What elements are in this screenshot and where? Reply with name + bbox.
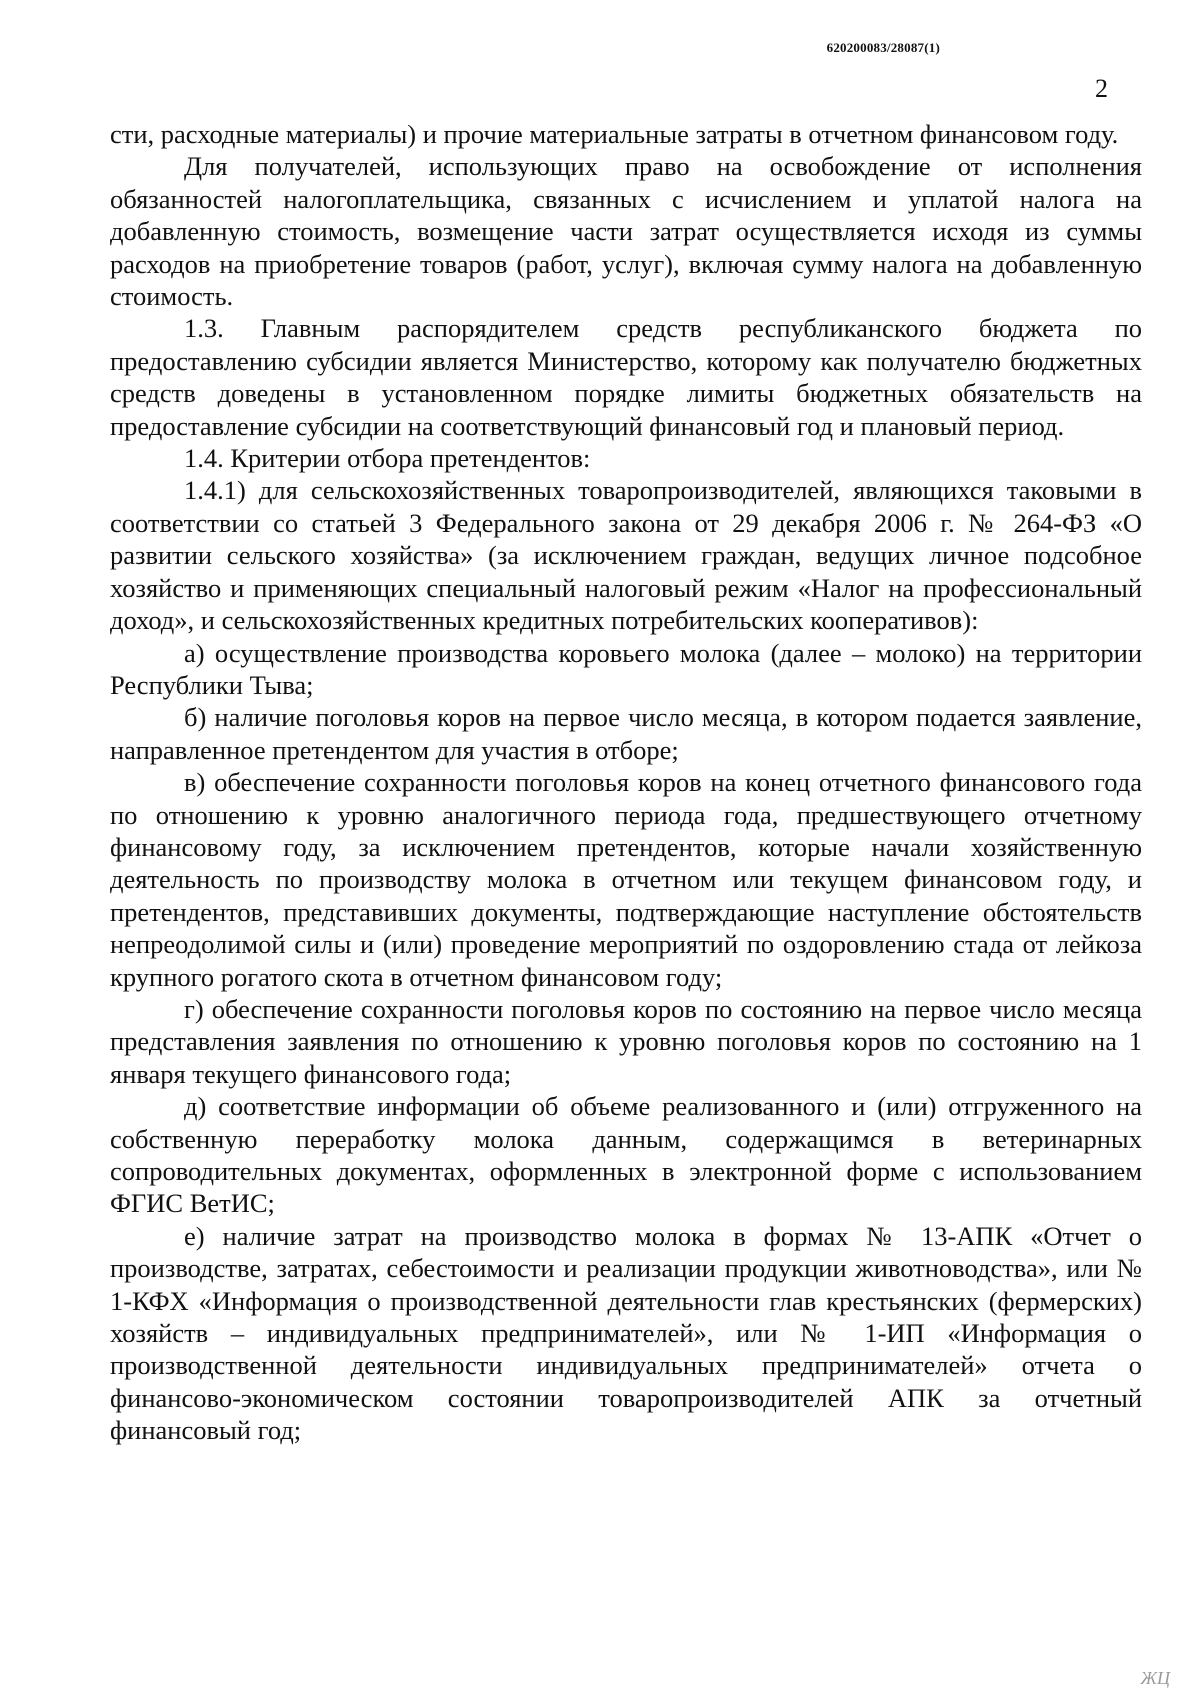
paragraph: в) обеспечение сохранности поголовья коров на конец отчетного финансового года по отношению к уровню аналогичного периода года, предшествующего отчетному финансовому году, за исключением претендентов, которые начали хозяйственную деятельность по производству молока в отчетном или текущем финансовом году, и претендентов, представивших документы, подтверждающие наступление обстоятельств непреодолимой силы и (или) проведение мероприятий по оздоровлению стада от лейкоза крупного рогатого скота в отчетном финансовом году;: [110, 767, 1142, 992]
paragraph: сти, расходные материалы) и прочие материальные затраты в отчетном финансовом году.: [110, 119, 1119, 149]
corner-handwritten-mark: ЖЦ: [1140, 1668, 1170, 1688]
document-id: 620200083/28087(1): [826, 40, 940, 55]
paragraph: е) наличие затрат на производство молока в формах № 13-АПК «Отчет о производстве, затратах, себестоимости и реализации продукции животноводства», или № 1-КФХ «Информация о производственной деятельности глав крестьянских (фермерских) хозяйств – индивидуальных предпринимателей», или № 1-ИП «Информация о производственной деятельности индивидуальных предпринимателей» отчета о финансово-экономическом состоянии товаропроизводителей АПК за отчетный финансовый год;: [110, 1220, 1142, 1446]
paragraph: 1.4.1) для сельскохозяйственных товаропроизводителей, являющихся таковыми в соответствии со статьей 3 Федерального закона от 29 декабря 2006 г. № 264-ФЗ «О развитии сельского хозяйства» (за исключением граждан, ведущих личное подсобное хозяйство и применяющих специальный налоговый режим «Налог на профессиональный доход», и сельскохозяйственных кредитных потребительских кооперативов):: [110, 475, 1142, 636]
paragraph: д) соответствие информации об объеме реализованного и (или) отгруженного на собственную переработку молока данным, содержащимся в ветеринарных сопроводительных документах, оформленных в электронной форме с использованием ФГИС ВетИС;: [110, 1091, 1142, 1219]
body-text: [110, 118, 1142, 1447]
paragraph: 1.4. Критерии отбора претендентов:: [184, 443, 591, 474]
page-number: 2: [1095, 74, 1108, 103]
paragraph: 1.3. Главным распорядителем средств республиканского бюджета по предоставлению субсидии является Министерство, которому как получателю бюджетных средств доведены в установленном порядке лимиты бюджетных обязательств на предоставление субсидии на соответствующий финансовый год и плановый период.: [110, 313, 1142, 441]
paragraph: б) наличие поголовья коров на первое число месяца, в котором подается заявление, направленное претендентом для участия в отборе;: [110, 702, 1142, 765]
paragraph: Для получателей, использующих право на освобождение от исполнения обязанностей налогоплательщика, связанных с исчислением и уплатой налога на добавленную стоимость, возмещение части затрат осуществляется исходя из суммы расходов на приобретение товаров (работ, услуг), включая сумму налога на добавленную стоимость.: [110, 151, 1142, 312]
paragraph: г) обеспечение сохранности поголовья коров по состоянию на первое число месяца представления заявления по отношению к уровню поголовья коров по состоянию на 1 января текущего финансового года;: [110, 993, 1142, 1089]
paragraph: а) осуществление производства коровьего молока (далее – молоко) на территории Республики Тыва;: [110, 637, 1142, 700]
